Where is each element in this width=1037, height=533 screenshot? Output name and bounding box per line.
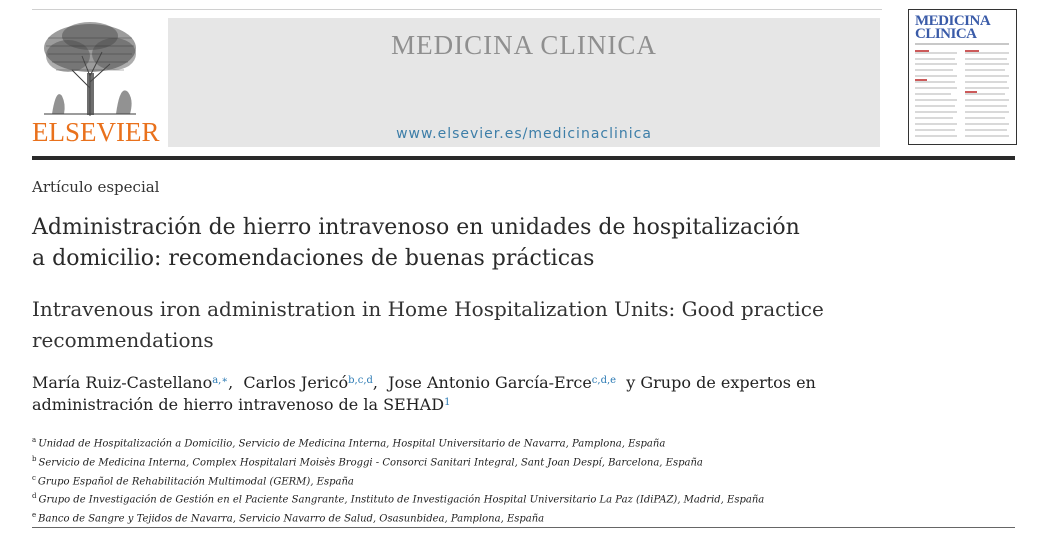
journal-url-link[interactable]: www.elsevier.es/medicinaclinica [396, 126, 652, 142]
author-group-name: administración de hierro intravenoso de la SEHAD [32, 395, 445, 414]
affiliation-text: Grupo de Investigación de Gestión en el Paciente Sangrante, Instituto de Investigación Hospital Universitario La Paz (IdiPAZ), Madrid, España [38, 494, 765, 506]
article-title-spanish [32, 212, 932, 274]
author-line-2 [32, 394, 992, 416]
cover-title-line1: MEDICINA [915, 13, 991, 29]
article-section-type: Artículo especial [32, 178, 160, 196]
author-affiliation-marker[interactable]: a,∗ [212, 375, 229, 386]
cover-table-of-contents-graphic [915, 50, 1011, 140]
affiliation-list [32, 433, 992, 527]
affiliation-text: Banco de Sangre y Tejidos de Navarra, Servicio Navarro de Salud, Osasunbidea, Pamplona, España [38, 513, 545, 525]
title-es-line-2: a domicilio: recomendaciones de buenas prácticas [32, 246, 595, 271]
author-affiliation-marker[interactable]: c,d,e [591, 375, 617, 386]
author-name[interactable]: María Ruiz-Castellano [32, 373, 213, 392]
cover-title [915, 15, 1011, 41]
author-list [32, 372, 992, 416]
title-en-line-1: Intravenous iron administration in Home Hospitalization Units: Good practice [32, 297, 824, 321]
affiliation-text: Servicio de Medicina Interna, Complex Hospitalari Moisès Broggi - Consorci Sanitari Integral, Sant Joan Despí, Barcelona, España [38, 457, 703, 469]
affiliation-letter: e [32, 511, 37, 520]
elsevier-tree-icon [32, 18, 148, 118]
title-es-line-1: Administración de hierro intravenoso en unidades de hospitalización [32, 215, 800, 240]
affiliations-bottom-rule [32, 527, 1015, 528]
affiliation-letter: b [32, 454, 37, 463]
cover-subtitle-rule [915, 43, 1009, 45]
header-top-rule [32, 9, 882, 10]
author-line-1: María Ruiz-Castellano$^{a,∗}$, Carlos Jericó$^{b,c,d}$, Jose Antonio García-Erce$^{c,d,e}$ y Grupo de expertos en [32, 373, 816, 392]
elsevier-wordmark: ELSEVIER [32, 117, 160, 147]
affiliation-item [32, 508, 992, 527]
elsevier-logo[interactable] [32, 18, 160, 147]
article-title-english [32, 294, 932, 356]
journal-banner [168, 18, 880, 147]
author-name[interactable]: Carlos Jericó [243, 373, 349, 392]
affiliation-letter: c [32, 473, 36, 482]
author-group-prefix: y Grupo de expertos en [626, 373, 816, 392]
journal-banner-title: MEDICINA CLINICA [391, 30, 657, 60]
affiliation-text: Unidad de Hospitalización a Domicilio, Servicio de Medicina Interna, Hospital Universitario de Navarra, Pamplona, España [38, 438, 666, 450]
affiliation-letter: a [32, 436, 37, 444]
affiliation-item [32, 489, 992, 508]
cover-title-line2: CLINICA [915, 26, 977, 42]
affiliation-letter: d [32, 492, 37, 501]
author-name[interactable]: Jose Antonio García-Erce [388, 373, 592, 392]
author-group-footnote-marker[interactable]: 1 [444, 397, 451, 408]
affiliation-item [32, 471, 992, 490]
affiliation-text: Grupo Español de Rehabilitación Multimodal (GERM), España [37, 475, 354, 487]
affiliation-item [32, 433, 992, 452]
header-bottom-rule [32, 156, 1015, 160]
title-en-line-2: recommendations [32, 328, 214, 352]
journal-cover-thumbnail[interactable] [908, 9, 1017, 145]
author-affiliation-marker[interactable]: b,c,d [348, 375, 373, 386]
affiliation-item [32, 452, 992, 471]
